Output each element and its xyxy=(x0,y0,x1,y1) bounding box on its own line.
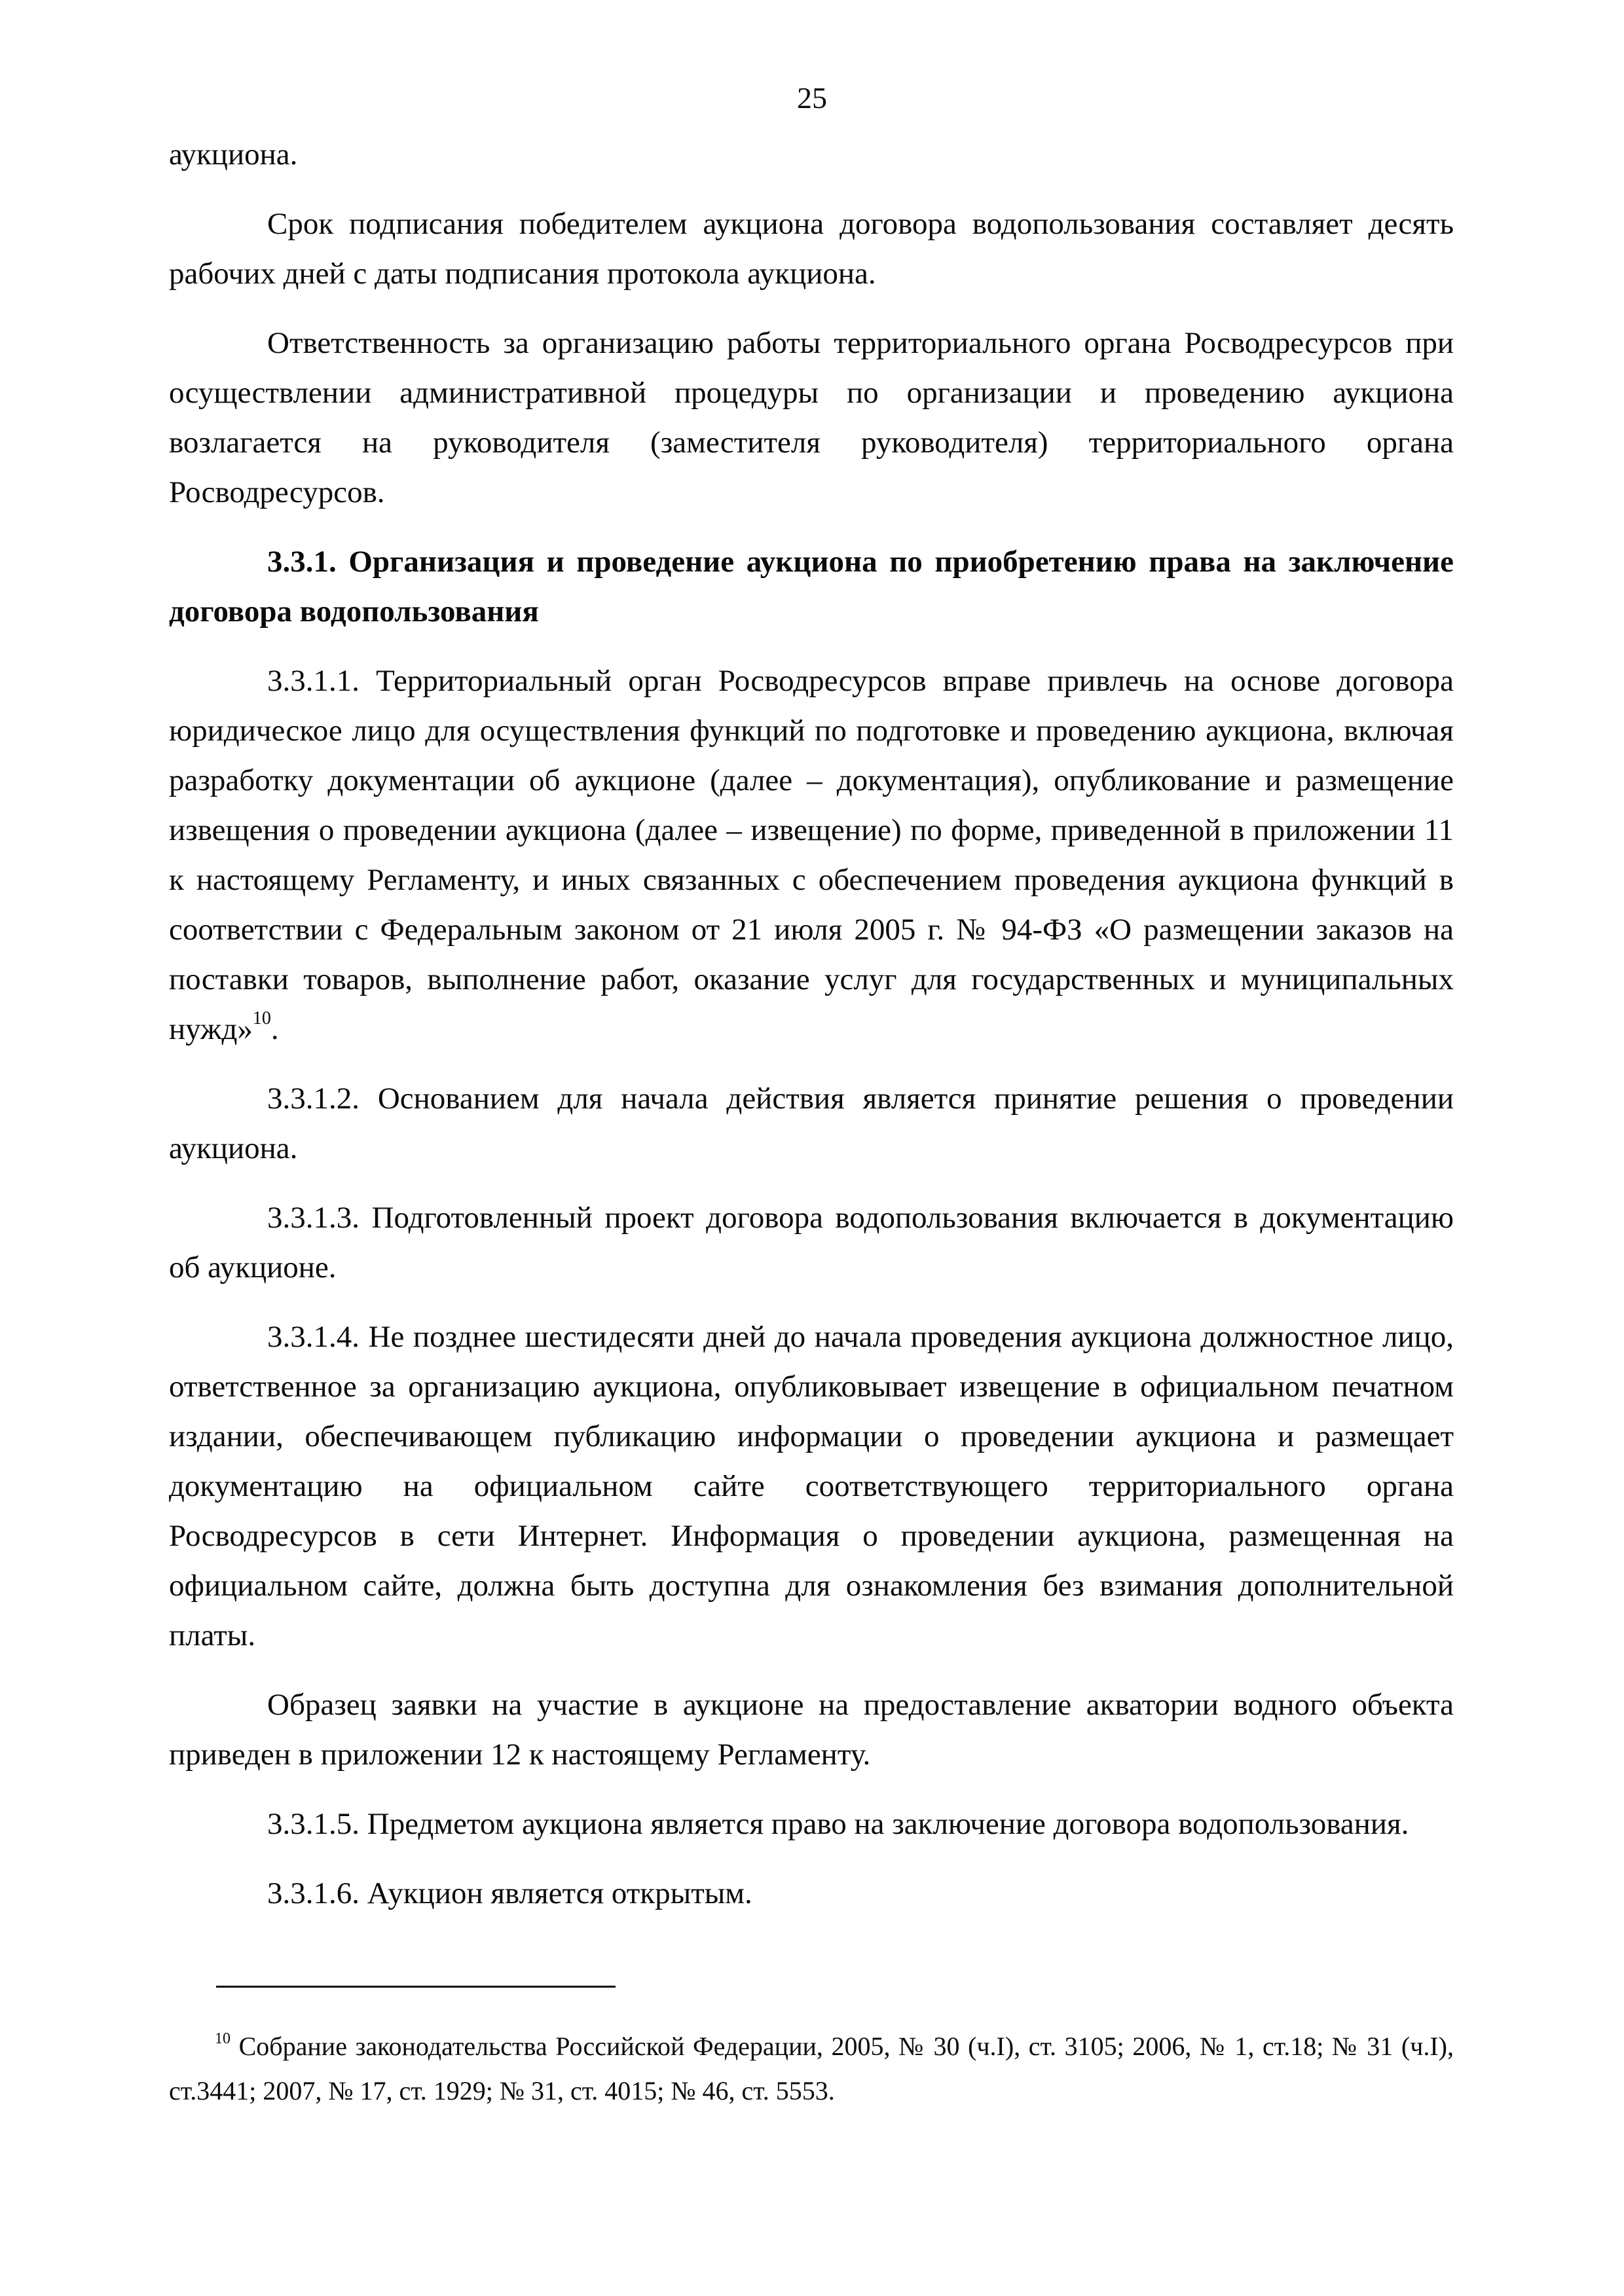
paragraph-3-3-1-6: 3.3.1.6. Аукцион является открытым. xyxy=(267,1876,752,1910)
paragraph-signing-term: Срок подписания победителем аукциона договора водопользования составляет десять рабочих дней с даты подписания протокола аукциона. xyxy=(169,207,1454,291)
footnote-separator xyxy=(216,1986,616,1988)
footnote-reference: 10 xyxy=(252,1008,271,1029)
paragraph-3-3-1-5: 3.3.1.5. Предметом аукциона является право на заключение договора водопользования. xyxy=(267,1807,1409,1841)
paragraph-3-3-1-1 xyxy=(169,656,1454,1054)
paragraph-responsibility: Ответственность за организацию работы территориального органа Росводресурсов при осуществлении административной процедуры по организации и проведению аукциона возлагается на руководителя (заместителя руководителя) территориального органа Росводресурсов. xyxy=(169,326,1454,509)
page-number: 25 xyxy=(797,81,827,115)
paragraph-continuation: аукциона. xyxy=(169,137,298,172)
section-heading-3-3-1: 3.3.1. Организация и проведение аукциона по приобретению права на заключение договора водопользования xyxy=(169,545,1454,629)
paragraph-3-3-1-2: 3.3.1.2. Основанием для начала действия является принятие решения о проведении аукциона. xyxy=(169,1082,1454,1165)
paragraph-3-3-1-3: 3.3.1.3. Подготовленный проект договора водопользования включается в документацию об аукционе. xyxy=(169,1201,1454,1285)
paragraph-3-3-1-1-text: 3.3.1.1. Территориальный орган Росводресурсов вправе привлечь на основе договора юридическое лицо для осуществления функций по подготовке и проведению аукциона, включая разработку документации об аукционе (далее – документация), опубликование и размещение извещения о проведении аукциона (далее – извещение) по форме, приведенной в приложении 11 к настоящему Регламенту, и иных связанных с обеспечением проведения аукциона функций в соответствии с Федеральным законом от 21 июля 2005 г. № 94-ФЗ «О размещении заказов на поставки товаров, выполнение работ, оказание услуг для государственных и муниципальных нужд» xyxy=(169,664,1454,1046)
page-body xyxy=(169,130,1454,1938)
footnote-text: Собрание законодательства Российской Федерации, 2005, № 30 (ч.I), ст. 3105; 2006, № 1, ст.18; № 31 (ч.I), ст.3441; 2007, № 17, ст. 1929; № 31, ст. 4015; № 46, ст. 5553. xyxy=(169,2032,1454,2105)
paragraph-sample-application: Образец заявки на участие в аукционе на предоставление акватории водного объекта приведен в приложении 12 к настоящему Регламенту. xyxy=(169,1688,1454,1772)
footnote-marker: 10 xyxy=(215,2030,231,2047)
paragraph-3-3-1-4: 3.3.1.4. Не позднее шестидесяти дней до начала проведения аукциона должностное лицо, ответственное за организацию аукциона, опубликовывает извещение в официальном печатном издании, обеспечивающем публикацию информации о проведении аукциона и размещает документацию на официальном сайте соответствующего территориального органа Росводресурсов в сети Интернет. Информация о проведении аукциона, размещенная на официальном сайте, должна быть доступна для ознакомления без взимания дополнительной платы. xyxy=(169,1320,1454,1652)
paragraph-3-3-1-1-tail: . xyxy=(270,1012,279,1046)
footnote xyxy=(169,2024,1454,2113)
